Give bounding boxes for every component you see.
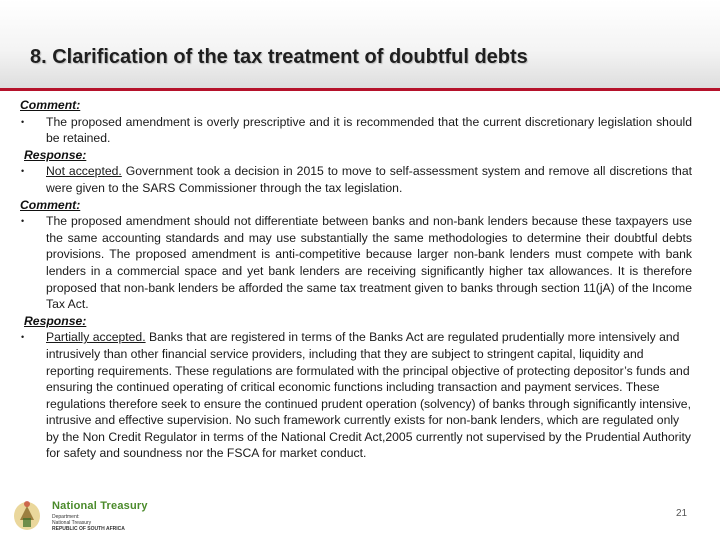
bullet-icon: •: [21, 116, 25, 127]
bullet-item-1: [20, 114, 692, 147]
logo-department-label: Department:: [52, 514, 80, 520]
coat-of-arms-icon: [10, 498, 44, 532]
bullet-item-4: [20, 329, 692, 462]
title-divider: [0, 88, 720, 91]
logo-wordmark: National Treasury: [52, 500, 148, 512]
response-paragraph-1: [46, 163, 692, 196]
response-paragraph-2: [46, 329, 692, 462]
bullet-icon: •: [21, 166, 25, 177]
title-bar: [0, 0, 720, 91]
response-heading-1: Response:: [24, 147, 87, 162]
response-text-2: Banks that are registered in terms of the Banks Act are regulated prudentially more intensively and intrusively than other financial service providers, including that they are subject to stringent capital, liquidity and reporting requirements. These regulations are formulated with the principal objective of protecting depositor’s funds and ensuring the continued operating of critical economic functions including transaction and payment services. These regulations therefore seek to ensure the continued prudent operation (solvency) of banks through significantly intensive, intrusive and effective supervision. No such framework currently exists for non-bank lenders, which are regulated only by the Non Credit Regulator in terms of the National Credit Act,2005 currently not supervised by the Prudential Authority for safety and soundness nor the FSCA for market conduct.: [46, 330, 691, 461]
slide-title: 8. Clarification of the tax treatment of doubtful debts: [30, 46, 528, 68]
comment-text-2: The proposed amendment should not differentiate between banks and non-bank lenders because these taxpayers use the same accounting standards and may use substantially the same methodologies to determine their doubtful debts provisions. The proposed amendment is anti-competitive because larger non-bank lenders must compete with bank lenders in a commercial space and yet bank lenders are receiving significantly higher tax allowances. It is therefore proposed that non-bank lenders be afforded the same tax treatment given to banks through section 11(jA) of the Income Tax Act.: [46, 214, 692, 312]
response-heading-2: Response:: [24, 313, 87, 328]
comment-text-1: The proposed amendment is overly prescriptive and it is recommended that the current discretionary legislation should be retained.: [46, 114, 692, 146]
bullet-icon: •: [21, 216, 25, 227]
logo-department-name: National Treasury: [52, 520, 92, 526]
slide-body: [20, 97, 692, 462]
response-verdict-1: Not accepted.: [46, 164, 122, 179]
response-verdict-2: Partially accepted.: [46, 330, 146, 345]
page-number: 21: [676, 508, 688, 519]
comment-heading-1: Comment:: [20, 98, 81, 112]
response-text-1: Government took a decision in 2015 to move to self-assessment system and remove all discretions that were given to the SARS Commissioner through the tax legislation.: [46, 164, 692, 195]
bullet-icon: •: [21, 332, 25, 343]
national-treasury-logo: [6, 496, 156, 536]
bullet-item-2: [20, 163, 692, 196]
bullet-item-3: [20, 213, 692, 313]
logo-country: REPUBLIC OF SOUTH AFRICA: [52, 526, 125, 532]
comment-heading-2: Comment:: [20, 197, 81, 212]
